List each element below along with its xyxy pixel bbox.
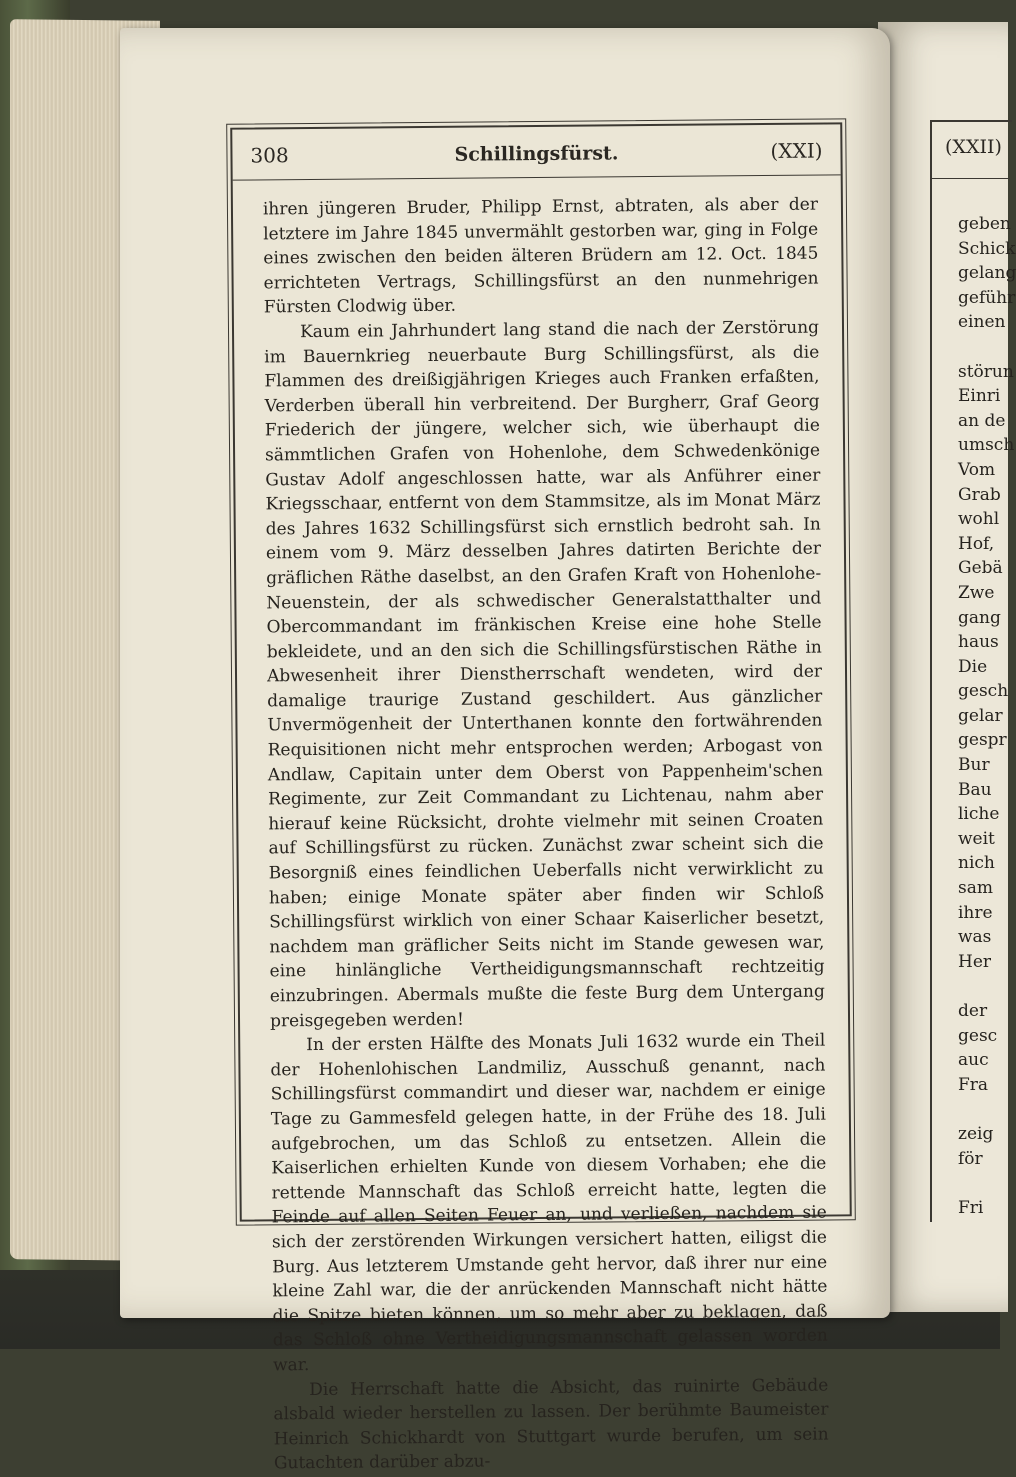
right-page-line: wohl [958,509,1000,530]
right-page-line: haus [958,632,999,653]
right-page-line: umsch [958,435,1015,456]
paragraph: Die Herrschaft hatte die Absicht, das ruinirte Gebäude alsbald wieder herstellen zu lassen. Der berühmte Baumeister Heinrich Schickhardt von Stuttgart wurde berufen, um sein Gutachten darüber abzu- [273,1375,829,1474]
running-title: Schillingsfürst. [454,142,619,166]
right-page-line: Bau [958,779,992,800]
right-page-line: Vom [958,459,996,480]
right-page-line: einen [958,312,1006,333]
right-page-line: störun [958,361,1014,382]
right-page-line: Her [958,951,992,972]
right-page-line: Grab [958,484,1001,505]
right-page-line: Die [958,656,988,677]
right-page-line: sam [958,878,993,899]
right-page-line: liche [958,804,1000,825]
right-page-line: gesc [958,1025,998,1046]
right-page-line: Schick [958,238,1016,259]
right-page-line: gesch [958,681,1009,702]
right-page-line: gelar [958,705,1003,726]
right-page-line: zeig [958,1123,994,1144]
right-page-line: der [958,1001,988,1021]
right-page-line: ihre [958,902,993,923]
right-page-line: Fra [958,1074,989,1095]
right-page-line [958,335,1003,360]
right-page-text [958,212,1016,1220]
right-page-line: Bur [958,755,990,776]
right-page-line: Hof, [958,533,995,554]
right-page-line [958,1097,1003,1122]
right-page-line: Gebä [958,558,1003,579]
right-page-line: geben [958,214,1011,234]
right-page-line: Einri [958,386,1001,407]
right-page-line [958,1171,1003,1196]
right-page-line: was [958,927,992,948]
paragraph: In der ersten Hälfte des Monats Juli 1632 wurde ein Theil der Hohenlohischen Landmiliz, Ausschuß genannt, nach Schillingsfürst commandirt und dieser war, nachdem er einige Tage zu Gammesfeld gelegen hatte, in der Frühe des 18. Juli aufgebrochen, um das Schloß zu entsetzen. Allein die Kaiserlichen erhielten Kunde von diesem Vorhaben; ehe die rettende Mannschaft das Schloß erreicht hatte, legten die Feinde auf allen Seiten Feuer an, und verließen, nachdem sie sich der zerstörenden Wirkungen versichert hatten, eiligst die Burg. Aus letzterem Umstande geht hervor, daß ihrer nur eine kleine Zahl war, die der anrückenden Mannschaft nicht hätte die Spitze bieten können, um so mehr aber zu beklagen, daß das Schloß ohne Vertheidigungsmannschaft gelassen worden war. [270,1030,828,1376]
header-rule [233,174,841,180]
right-page-line: nich [958,853,995,874]
body-text [263,193,829,1477]
right-page-line: geführ [958,287,1016,308]
right-page-line: gelang [958,263,1016,284]
right-chapter-label: (XXII) [945,136,1002,158]
text-frame [230,122,852,1474]
right-page-line: Zwe [958,582,995,603]
paragraph: ihren jüngeren Bruder, Philipp Ernst, abtraten, als aber der letztere im Jahre 1845 unvermählt gestorben war, ging in Folge eines zwischen den beiden älteren Brüdern am 12. Oct. 1845 errichteten Vertrags, Schillingsfürst an den nunmehrigen Fürsten Clodwig über. [262,194,819,318]
right-page-line: an de [958,410,1006,431]
right-page-line: för [958,1148,983,1169]
page-number: 308 [250,143,289,168]
chapter-label: (XXI) [770,138,823,163]
right-page-line: weit [958,828,995,849]
right-page-header-rule [930,178,1010,179]
right-page-line: gang [958,607,1001,628]
right-page-line: Fri [958,1197,984,1218]
right-page-line [958,974,1003,999]
right-page-line: auc [958,1050,989,1071]
paragraph: Kaum ein Jahrhundert lang stand die nach der Zerstörung im Bauernkrieg neuerbaute Burg Schillingsfürst, als die Flammen des dreißigjährigen Krieges auch Franken erfaßten, Verderben überall hin verbreitend. Der Burgherr, Graf Georg Friederich der jüngere, welcher sich, wie überhaupt die sämmtlichen Grafen von Hohenlohe, dem Schwedenkönige Gustav Adolf angeschlossen hatte, war als Anführer einer Kriegsschaar, entfernt von dem Stammsitze, als im Monat März des Jahres 1632 Schillingsfürst sich ernstlich bedroht sah. In einem vom 9. März desselben Jahres datirten Berichte der gräflichen Räthe daselbst, an den Grafen Kraft von Hohenlohe-Neuenstein, der als schwedischer Generalstatthalter und Obercommandant im fränkischen Kreise eine hohe Stelle bekleidete, und an den sich die Schillingsfürstischen Räthe in Abwesenheit ihrer Dienstherrschaft wendeten, wird der damalige traurige Zustand geschildert. Aus gänzlicher Unvermögenheit der Unterthanen konnte den fortwährenden Requisitionen nicht mehr entsprochen werden; Arbogast von Andlaw, Capitain unter dem Oberst von Pappenheim'schen Regimente, zur Zeit Commandant zu Lichtenau, nahm aber hierauf keine Rücksicht, drohte vielmehr mit seinen Croaten auf Schillingsfürst zu rücken. Zunächst zwar scheint sich die Besorgniß eines feindlichen Ueberfalls nicht verwirklicht zu haben; einige Monate später aber finden wir Schloß Schillingsfürst wirklich von einer Schaar Kaiserlicher besetzt, nachdem man gräflicher Seits nicht im Stande gewesen war, eine hinlängliche Vertheidigungsmannschaft rechtzeitig einzubringen. Abermals mußte die feste Burg dem Untergang preisgegeben werden! [264,317,825,1031]
right-page-line: gespr [958,730,1007,751]
